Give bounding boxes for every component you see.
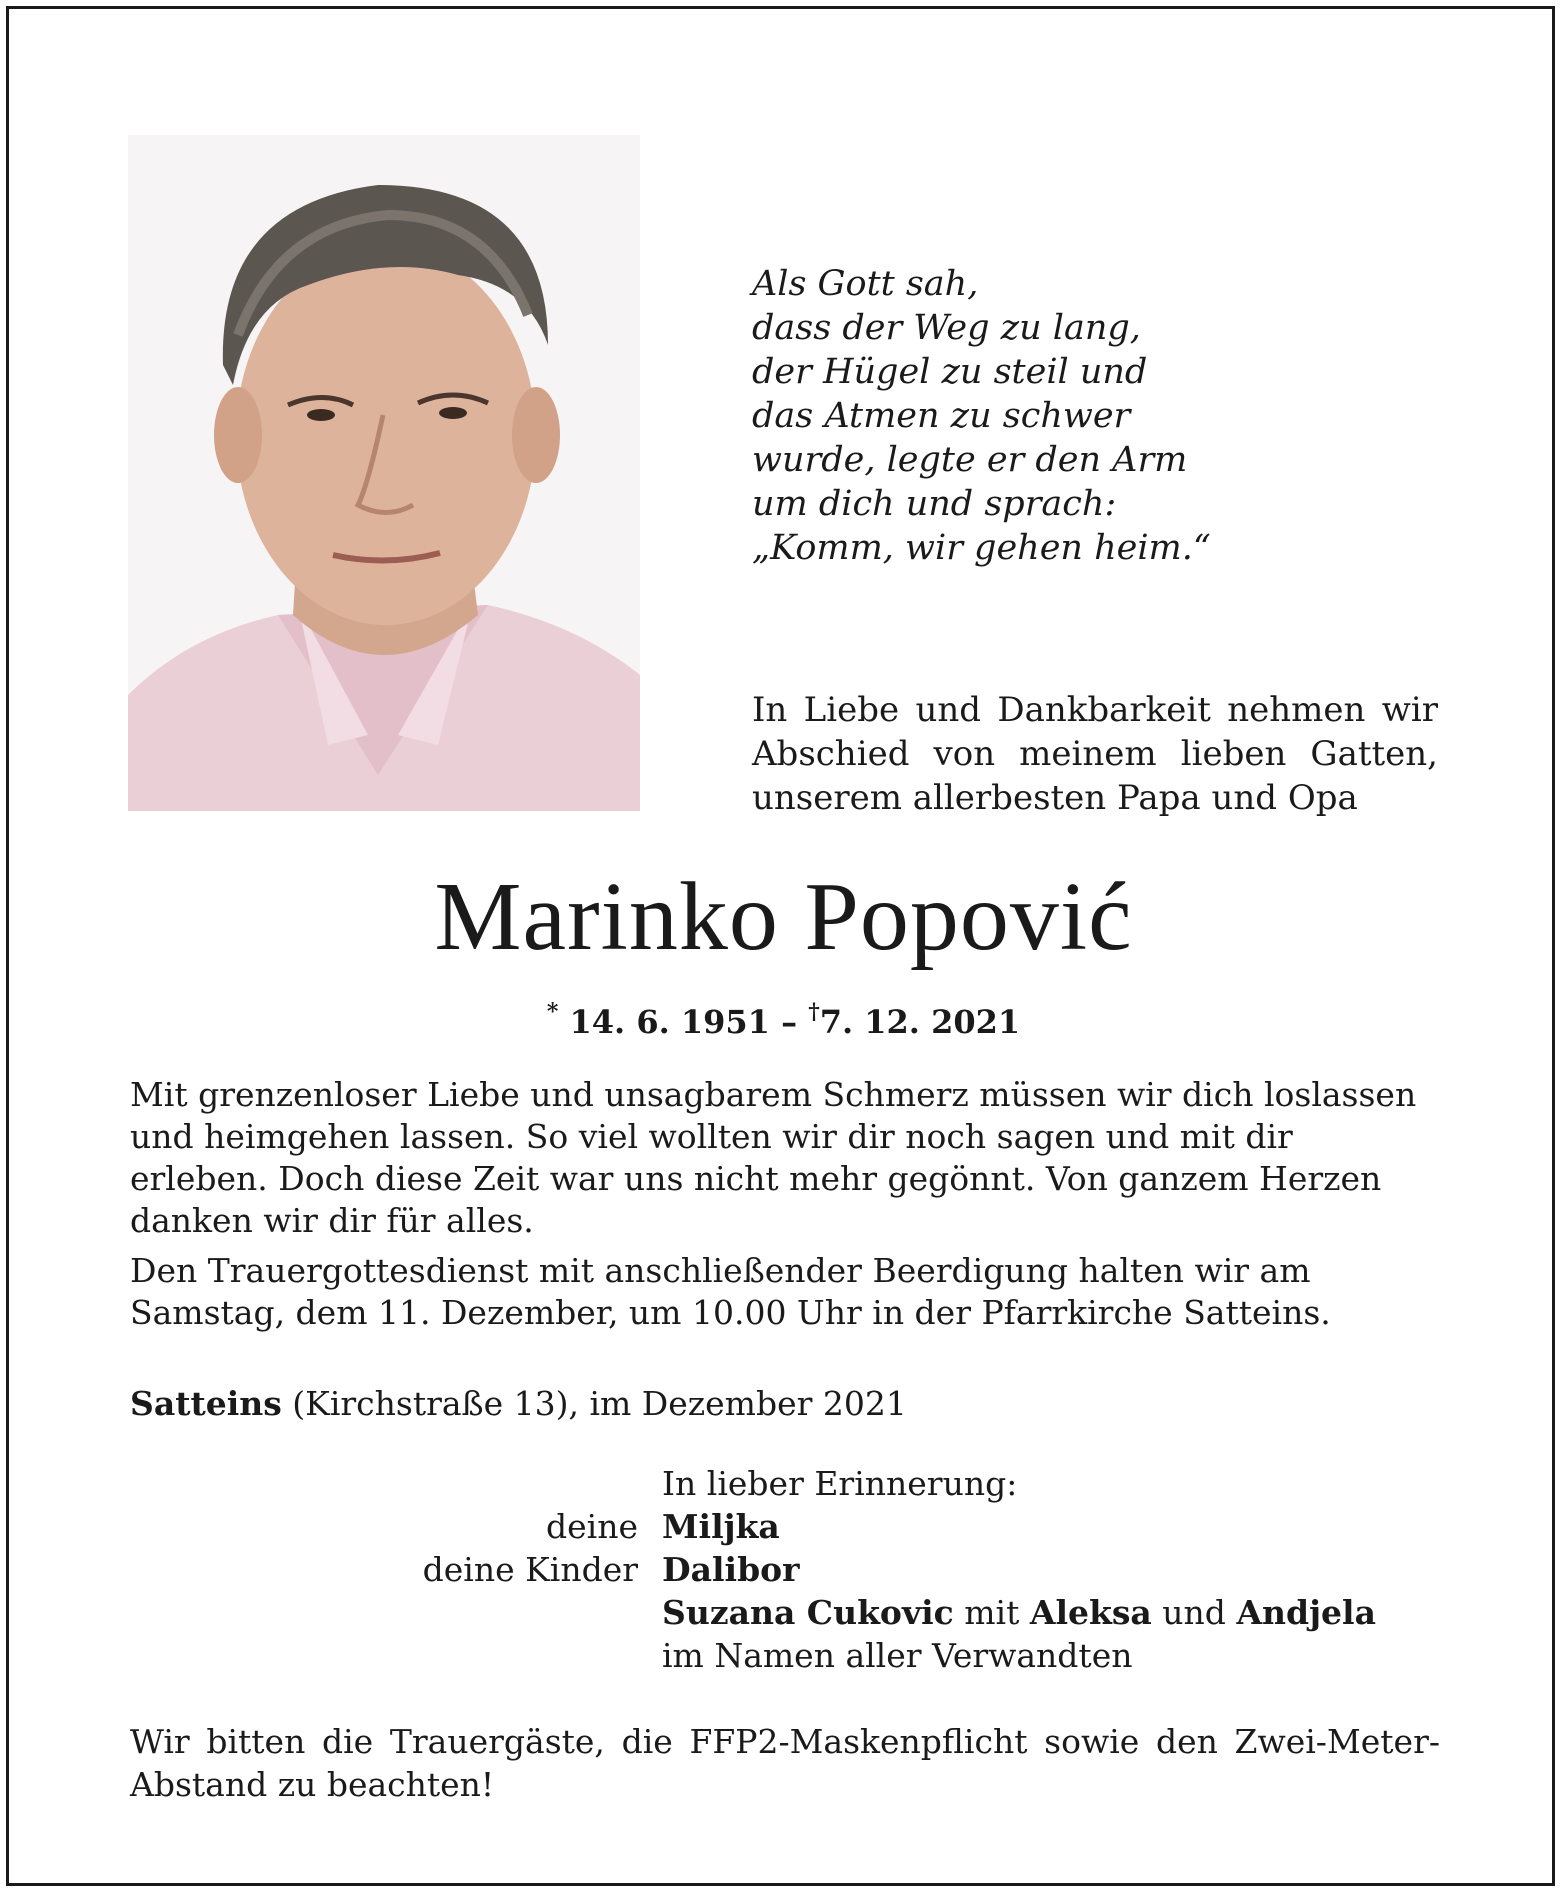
poem (752, 262, 1372, 570)
poem-line: um dich und sprach: (752, 484, 1117, 524)
intro-line: unserem allerbesten Papa und Opa (752, 778, 1358, 818)
life-dates (0, 990, 1567, 1044)
place-date-line (130, 1382, 907, 1426)
portrait-illustration (128, 135, 640, 811)
obituary-body (130, 1074, 1440, 1342)
birth-symbol: * (546, 999, 559, 1025)
notice-line: Abstand zu beachten! (130, 1765, 495, 1804)
poem-line: dass der Weg zu lang, (752, 308, 1141, 348)
mourner-name: Dalibor (662, 1550, 800, 1589)
relation-label: deine (546, 1507, 638, 1546)
mourner-name: Aleksa (1029, 1593, 1152, 1632)
intro-line: Abschied von meinem lieben Gatten, (752, 734, 1438, 774)
mourners-list (130, 1462, 1450, 1677)
place-rest: (Kirchstraße 13), im Dezember 2021 (281, 1384, 907, 1423)
body-paragraph: Mit grenzenloser Liebe und unsagbarem Schmerz müssen wir dich loslassen und heimgehen lassen. So viel wollten wir dir noch sagen und mit dir erleben. Doch diese Zeit war uns nicht mehr gegönnt. Von ganzem Herzen danken wir dir für alles. (130, 1075, 1417, 1240)
death-symbol: † (808, 999, 820, 1025)
poem-line: das Atmen zu schwer (752, 396, 1131, 436)
poem-line: wurde, legte er den Arm (752, 440, 1188, 480)
birth-date: 14. 6. 1951 (569, 1003, 770, 1041)
intro-line: In Liebe und Dankbarkeit nehmen wir (752, 690, 1438, 730)
notice-line: Wir bitten die Trauergäste, die FFP2-Maskenpflicht sowie den Zwei-Meter- (130, 1722, 1440, 1761)
deceased-name: Marinko Popović (434, 863, 1133, 971)
memory-heading: In lieber Erinnerung: (662, 1464, 1018, 1503)
relation-label: deine Kinder (422, 1550, 638, 1589)
mourner-name: Miljka (662, 1507, 780, 1546)
date-separator: – (781, 1003, 798, 1041)
poem-line: der Hügel zu steil und (752, 352, 1148, 392)
place-town: Satteins (130, 1384, 282, 1423)
connector-text: mit (953, 1593, 1030, 1632)
portrait-photo (128, 135, 640, 811)
connector-text: und (1151, 1593, 1237, 1632)
poem-line: Als Gott sah, (752, 264, 979, 304)
mourner-name: Suzana Cukovic (662, 1593, 954, 1632)
mourner-name: Andjela (1236, 1593, 1376, 1632)
farewell-intro (752, 688, 1438, 820)
death-date: 7. 12. 2021 (819, 1003, 1021, 1041)
service-paragraph: Den Trauergottesdienst mit anschließender Beerdigung halten wir am Samstag, dem 11. Dezember, um 10.00 Uhr in der Pfarrkirche Satteins. (130, 1251, 1331, 1332)
covid-notice (130, 1720, 1440, 1806)
relatives-line: im Namen aller Verwandten (662, 1636, 1133, 1675)
poem-line: „Komm, wir gehen heim.“ (752, 528, 1211, 568)
